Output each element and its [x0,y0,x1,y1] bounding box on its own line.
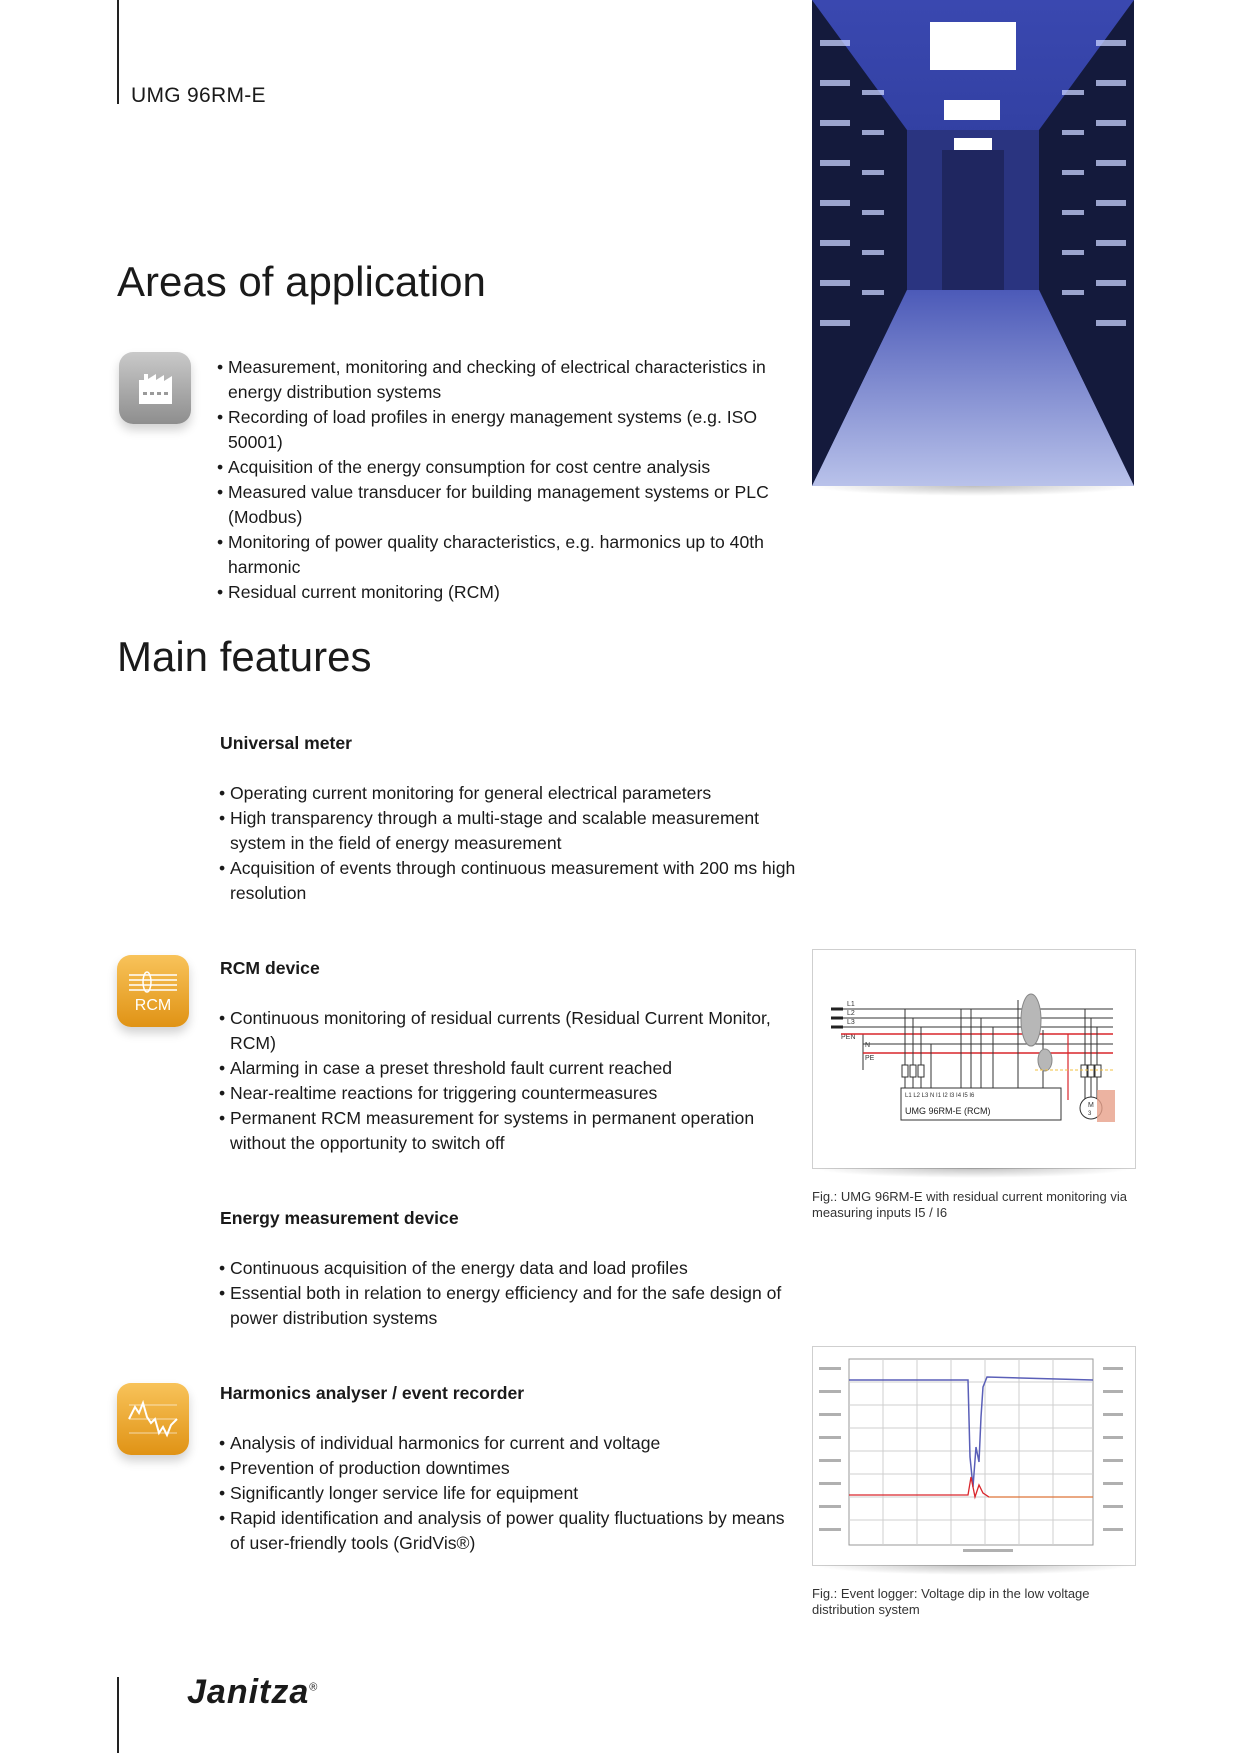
label-pe: PE [865,1055,875,1062]
universal-list [219,781,799,906]
logo-text: Janitza [187,1673,310,1711]
event-figure-caption: Fig.: Event logger: Voltage dip in the low voltage distribution system [812,1586,1090,1617]
universal-item: • Acquisition of events through continuous measurement with 200 ms high resolution [219,856,799,906]
janitza-logo [187,1673,318,1712]
harmonics-item: • Rapid identification and analysis of power quality fluctuations by means of user-friendly tools (GridVis®) [219,1506,799,1556]
areas-item: • Monitoring of power quality characteristics, e.g. harmonics up to 40th harmonic [217,530,797,580]
harmonics-list [219,1431,799,1556]
product-name: UMG 96RM-E [131,84,266,107]
harmonics-item: • Significantly longer service life for equipment [219,1481,799,1506]
logo-registered-mark: ® [309,1681,319,1694]
header-divider-bar [117,0,119,104]
areas-item: • Acquisition of the energy consumption for cost centre analysis [217,455,797,480]
waveform-icon [117,1383,189,1455]
energy-item: • Continuous acquisition of the energy data and load profiles [219,1256,799,1281]
rcm-list [219,1006,799,1156]
areas-item: • Recording of load profiles in energy management systems (e.g. ISO 50001) [217,405,797,455]
label-n: N [865,1042,871,1049]
areas-item: • Measurement, monitoring and checking of electrical characteristics in energy distribution systems [217,355,797,405]
server-room-photo [812,0,1134,486]
harmonics-heading: Harmonics analyser / event recorder [220,1383,525,1403]
rcm-wiring-diagram [812,949,1136,1169]
motor-label-m: M [1088,1102,1094,1109]
rcm-item: • Near-realtime reactions for triggering countermeasures [219,1081,799,1106]
areas-title: Areas of application [117,258,486,305]
event-logger-graph [812,1346,1136,1566]
rcm-icon-label: RCM [134,997,172,1014]
rcm-figure-caption: Fig.: UMG 96RM-E with residual current monitoring via measuring inputs I5 / I6 [812,1189,1127,1220]
universal-heading: Universal meter [220,733,353,753]
energy-item: • Essential both in relation to energy efficiency and for the safe design of power distribution systems [219,1281,799,1331]
areas-list [217,355,797,605]
device-label: UMG 96RM-E (RCM) [905,1106,991,1116]
terminal-labels: L1 L2 L3 N I1 I2 I3 I4 I5 I6 [905,1093,975,1099]
factory-icon [119,352,191,424]
harmonics-item: • Prevention of production downtimes [219,1456,799,1481]
motor-label-3: 3 [1088,1111,1092,1117]
rcm-item: • Continuous monitoring of residual currents (Residual Current Monitor, RCM) [219,1006,799,1056]
energy-heading: Energy measurement device [220,1208,459,1228]
harmonics-item: • Analysis of individual harmonics for current and voltage [219,1431,799,1456]
label-l2: L2 [847,1010,855,1017]
label-l1: L1 [847,1001,855,1008]
features-title: Main features [117,633,372,680]
areas-item: • Residual current monitoring (RCM) [217,580,797,605]
label-pen: PEN [841,1034,856,1041]
energy-list [219,1256,799,1331]
rcm-item: • Alarming in case a preset threshold fault current reached [219,1056,799,1081]
rcm-figure-shadow [812,1168,1134,1178]
universal-item: • High transparency through a multi-stage and scalable measurement system in the field of energy measurement [219,806,799,856]
event-figure-shadow [812,1565,1134,1575]
label-l3: L3 [847,1019,855,1026]
footer-divider-bar [117,1677,119,1753]
photo-shadow [812,486,1134,496]
rcm-icon [117,955,189,1027]
universal-item: • Operating current monitoring for general electrical parameters [219,781,799,806]
rcm-heading: RCM device [220,958,320,978]
areas-item: • Measured value transducer for building management systems or PLC (Modbus) [217,480,797,530]
rcm-item: • Permanent RCM measurement for systems in permanent operation without the opportunity to switch off [219,1106,799,1156]
